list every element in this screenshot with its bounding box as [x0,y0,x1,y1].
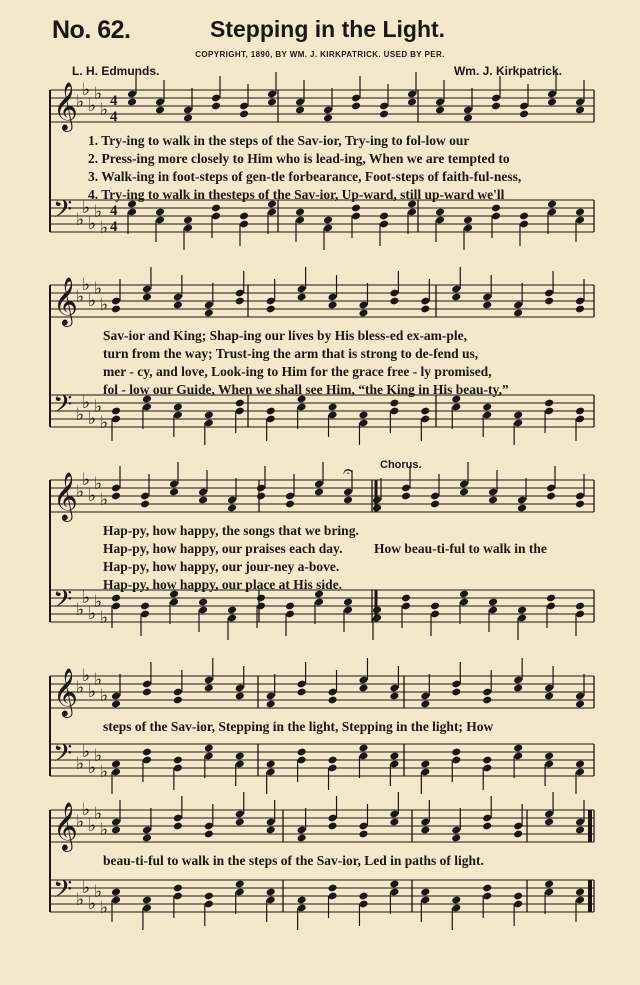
note-head [463,114,473,123]
note-head [513,892,523,901]
note-head [327,301,337,310]
note-head [513,744,523,753]
note-head [285,500,295,509]
note-head [111,594,121,603]
note-head [266,826,276,835]
note-head [575,700,585,709]
note-head [488,496,498,505]
bass-clef-icon: 𝄢 [53,739,73,774]
note-head [513,830,523,839]
verse-4-line-2: fol - low our Guide, When we shall see Him, “the King in His beau-ty,” [103,382,509,397]
note-head [266,760,276,769]
note-head [575,602,585,611]
note-head [111,888,121,897]
note-head [358,744,368,753]
note-head [546,492,556,501]
note-head [173,822,183,831]
note-head [235,692,245,701]
verse-3-line-1: 3. Walk-ing in foot-steps of gen-tle forbearance, Foot-steps of faith-ful-ness, [88,169,522,184]
flat-sign-icon: ♭ [100,295,109,315]
flat-sign-icon: ♭ [100,100,109,120]
note-head [513,684,523,693]
note-head [173,403,183,412]
flat-sign-icon: ♭ [100,608,109,628]
note-head [389,818,399,827]
flat-sign-icon: ♭ [76,92,85,112]
note-head [204,830,214,839]
chorus-label: Chorus. [380,459,422,471]
bass-clef-icon: 𝄢 [53,390,73,425]
verse-4-line-3: Hap-py, how happy, our place at His side. [103,577,343,592]
note-head [430,500,440,509]
note-head [575,760,585,769]
note-head [435,106,445,115]
note-head [575,106,585,115]
note-head [513,411,523,420]
verse-3-line-2: mer - cy, and love, Look-ing to Him for the grace free - ly promised, [103,364,492,379]
note-head [173,756,183,765]
note-head [111,407,121,416]
note-head [482,301,492,310]
note-head [327,696,337,705]
note-head [420,888,430,897]
note-head [513,309,523,318]
flat-sign-icon: ♭ [88,486,97,506]
note-head [482,403,492,412]
note-head [140,500,150,509]
note-head [544,399,554,408]
note-head [358,411,368,420]
note-head [401,492,411,501]
time-signature-bottom: 4 [110,109,118,125]
flat-sign-icon: ♭ [76,678,85,698]
flat-sign-icon: ♭ [82,666,91,686]
note-head [407,98,417,107]
flat-sign-icon: ♭ [76,754,85,774]
note-head [297,293,307,302]
time-signature-bottom: 4 [110,219,118,235]
note-head [351,204,361,213]
note-head [183,216,193,225]
note-head [358,309,368,318]
note-head [235,752,245,761]
note-head [239,110,249,119]
note-head [575,826,585,835]
note-head [266,305,276,314]
note-head [173,301,183,310]
note-head [544,880,554,889]
note-head [544,692,554,701]
note-head [111,700,121,709]
note-head [142,293,152,302]
note-head [111,826,121,835]
hymn-number: No. 62. [52,16,131,44]
flat-sign-icon: ♭ [94,202,103,222]
treble-clef-icon: 𝄞 [53,801,78,850]
note-head [227,606,237,615]
note-head [266,407,276,416]
verse-1-line-3: Hap-py, how happy, the songs that we bring. [103,523,359,538]
note-head [358,892,368,901]
flat-sign-icon: ♭ [100,762,109,782]
note-head [401,594,411,603]
note-head [327,756,337,765]
flat-sign-icon: ♭ [94,279,103,299]
note-head [198,598,208,607]
poet-credit: L. H. Edmunds. [72,64,160,78]
verse-3-line-3: Hap-py, how happy, our jour-ney a-bove. [103,559,340,574]
note-head [155,106,165,115]
note-head [267,98,277,107]
note-head [169,488,179,497]
note-head [451,896,461,905]
note-head [451,834,461,843]
flat-sign-icon: ♭ [100,686,109,706]
note-head [256,594,266,603]
note-head [482,884,492,893]
note-head [323,216,333,225]
note-head [256,492,266,501]
flat-sign-icon: ♭ [94,592,103,612]
flat-sign-icon: ♭ [82,742,91,762]
flat-sign-icon: ♭ [88,291,97,311]
time-signature-top: 4 [110,93,118,109]
flat-sign-icon: ♭ [100,218,109,238]
note-head [459,488,469,497]
treble-clef-icon: 𝄞 [53,81,78,130]
note-head [546,594,556,603]
flat-sign-icon: ♭ [76,287,85,307]
note-head [517,504,527,513]
note-head [517,606,527,615]
flat-sign-icon: ♭ [76,890,85,910]
flat-sign-icon: ♭ [76,405,85,425]
flat-sign-icon: ♭ [76,600,85,620]
note-head [142,834,152,843]
flat-sign-icon: ♭ [94,474,103,494]
flat-sign-icon: ♭ [100,490,109,510]
note-head [327,884,337,893]
flat-sign-icon: ♭ [94,397,103,417]
flat-sign-icon: ♭ [100,898,109,918]
note-head [111,760,121,769]
note-head [235,297,245,306]
flat-sign-icon: ♭ [82,470,91,490]
verse-2-line-1: 2. Press-ing more closely to Him who is lead-ing, When we are tempted to [88,151,510,166]
flat-sign-icon: ♭ [100,820,109,840]
note-head [198,496,208,505]
flat-sign-icon: ♭ [82,588,91,608]
note-head [239,212,249,221]
note-head [420,700,430,709]
note-head [389,880,399,889]
note-head [358,830,368,839]
flat-sign-icon: ♭ [94,84,103,104]
hymn-title: Stepping in the Light. [210,16,446,42]
flat-sign-icon: ♭ [88,682,97,702]
note-head [204,411,214,420]
note-head [575,208,585,217]
note-head [227,504,237,513]
note-head [575,407,585,416]
note-head [463,216,473,225]
note-head [358,684,368,693]
note-head [435,208,445,217]
note-head [420,760,430,769]
note-head [544,818,554,827]
note-head [327,403,337,412]
note-head [547,98,557,107]
note-head [211,204,221,213]
bass-clef-icon: 𝄢 [53,875,73,910]
treble-clef-icon: 𝄞 [53,276,78,325]
note-head [343,598,353,607]
flat-sign-icon: ♭ [88,96,97,116]
note-head [420,826,430,835]
note-head [155,208,165,217]
note-head [420,305,430,314]
note-head [204,309,214,318]
note-head [482,696,492,705]
flat-sign-icon: ♭ [82,393,91,413]
flat-sign-icon: ♭ [82,878,91,898]
note-head [266,888,276,897]
time-signature-top: 4 [110,203,118,219]
note-head [235,399,245,408]
note-head [204,744,214,753]
note-head [183,114,193,123]
verse-2-line-2: turn from the way; Trust-ing the arm that is strong to de-fend us, [103,346,479,361]
note-head [297,748,307,757]
note-head [389,692,399,701]
verse-2-line-3: Hap-py, how happy, our praises each day. [103,541,343,556]
flat-sign-icon: ♭ [88,816,97,836]
note-head [111,305,121,314]
flat-sign-icon: ♭ [82,80,91,100]
composer-credit: Wm. J. Kirkpatrick. [453,64,562,78]
flat-sign-icon: ♭ [88,409,97,429]
note-head [142,896,152,905]
note-head [235,880,245,889]
note-head [173,884,183,893]
note-head [519,110,529,119]
flat-sign-icon: ♭ [82,800,91,820]
note-head [379,212,389,221]
note-head [575,500,585,509]
flat-sign-icon: ♭ [76,210,85,230]
flat-sign-icon: ♭ [94,746,103,766]
chorus-line-3: beau-ti-ful to walk in the steps of the Sav-ior, Led in paths of light. [103,853,484,868]
note-head [140,602,150,611]
chorus-line-2: steps of the Sav-ior, Stepping in the light, Stepping in the light; How [103,719,494,734]
bass-clef-icon: 𝄢 [53,195,73,230]
note-head [297,834,307,843]
note-head [389,399,399,408]
note-head [547,200,557,209]
note-head [451,688,461,697]
note-head [519,212,529,221]
verse-1-line-1: 1. Try-ing to walk in the steps of the Sav-ior, Try-ing to fol-low our [88,133,470,148]
flat-sign-icon: ♭ [88,604,97,624]
treble-clef-icon: 𝄞 [53,471,78,520]
flat-sign-icon: ♭ [76,482,85,502]
note-head [575,305,585,314]
note-head [211,102,221,111]
note-head [204,892,214,901]
note-head [389,752,399,761]
copyright-line: COPYRIGHT, 1890, BY WM. J. KIRKPATRICK. USED BY PER. [195,50,445,59]
note-head [142,688,152,697]
note-head [343,496,353,505]
flat-sign-icon: ♭ [88,758,97,778]
note-head [351,102,361,111]
note-head [482,822,492,831]
note-head [451,293,461,302]
note-head [142,748,152,757]
flat-sign-icon: ♭ [94,670,103,690]
note-head [420,407,430,416]
note-head [327,822,337,831]
note-head [297,896,307,905]
note-head [285,602,295,611]
note-head [295,106,305,115]
note-head [491,102,501,111]
note-head [430,602,440,611]
verse-1-line-2: Sav-ior and King; Shap-ing our lives by His bless-ed ex-am-ple, [103,328,468,343]
verse-4-line-1: 4. Try-ing to walk in thesteps of the Sav-ior, Up-ward, still up-ward we'll [88,187,505,202]
note-head [389,297,399,306]
flat-sign-icon: ♭ [94,804,103,824]
note-head [323,114,333,123]
note-head [491,204,501,213]
flat-sign-icon: ♭ [88,214,97,234]
chorus-line-1: How beau-ti-ful to walk in the [374,541,547,556]
note-head [127,98,137,107]
note-head [314,488,324,497]
note-head [544,752,554,761]
note-head [379,110,389,119]
note-head [451,748,461,757]
note-head [235,818,245,827]
flat-sign-icon: ♭ [88,894,97,914]
note-head [204,684,214,693]
note-head [575,888,585,897]
note-head [297,688,307,697]
flat-sign-icon: ♭ [94,882,103,902]
note-head [544,297,554,306]
note-head [266,700,276,709]
treble-clef-icon: 𝄞 [53,667,78,716]
note-head [482,756,492,765]
flat-sign-icon: ♭ [82,275,91,295]
note-head [173,696,183,705]
bass-clef-icon: 𝄢 [53,585,73,620]
flat-sign-icon: ♭ [82,198,91,218]
note-head [488,598,498,607]
fermata-icon: 𝄐 [343,461,354,482]
note-head [459,590,469,599]
flat-sign-icon: ♭ [100,413,109,433]
flat-sign-icon: ♭ [76,812,85,832]
note-head [295,208,305,217]
note-head [111,492,121,501]
